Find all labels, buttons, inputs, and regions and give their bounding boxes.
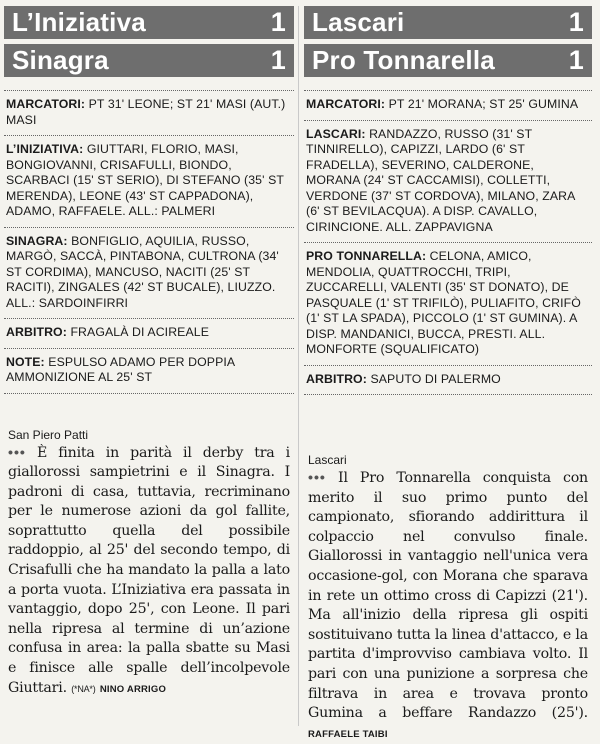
notes-text: ESPULSO ADAMO PER DOPPIA AMMONIZIONE AL 25' ST xyxy=(6,354,235,384)
scorers-section xyxy=(4,90,294,136)
article-text: Il Pro Tonnarella conquista con merito il suo primo punto del campionato, sfiorando addirittura il colpaccio nel convulso finale. Giallorossi in vantaggio nell'unica vera occasione-gol, con Morana che sparava in rete un ottimo cross di Capizzi (21'). Ma all'inizio della ripresa gli ospiti sostituivano tutta la linea d'attacco, e la partita d'improvviso cambiava volto. Il pari con una punizione a sorpresa che filtrava in area e trovava pronto Gumina a beffare Randazzo (25'). xyxy=(308,470,588,722)
home-lineup-section xyxy=(4,136,294,228)
referee-text: SAPUTO DI PALERMO xyxy=(366,371,501,386)
match-report-right xyxy=(304,6,592,744)
bullet-dots: ••• xyxy=(8,444,26,461)
away-team-bar xyxy=(304,44,592,77)
referee-label: ARBITRO: xyxy=(6,325,67,339)
referee-section xyxy=(4,319,294,349)
home-lineup-label: LASCARI: xyxy=(306,126,366,141)
referee-text: FRAGALÀ DI ACIREALE xyxy=(66,325,210,339)
article-body xyxy=(304,469,592,744)
away-lineup-text: BONFIGLIO, AQUILIA, RUSSO, MARGÒ, SACCÀ, PINTABONA, CULTRONA (34' ST CORDIMA), MANCUSO, NACITI (25' ST RACITI), ZINGALES (42' ST BUCALE), LIUZZO. ALL.: SARDOINFIRRI xyxy=(6,233,279,310)
article-text: È finita in parità il derby tra i giallorossi sampietrini e il Sinagra. I padroni di casa, tuttavia, recriminano per le numerose azioni da gol fallite, soprattutto quella del possibile raddoppio, al 25' del secondo tempo, di Crisafulli che ha mandato la palla a lato a porta vuota. L’Iniziativa era passata in vantaggio, dopo 25', con Leone. Il pari nella ripresa al termine di un’azione confusa in area: la palla sbatte su Masi e finisce alle spalle dell’incolpevole Giuttari. xyxy=(8,444,290,696)
referee-label: ARBITRO: xyxy=(306,371,367,386)
home-team-bar xyxy=(304,6,592,39)
bullet-dots: ••• xyxy=(308,470,326,486)
scorers-section xyxy=(304,90,592,121)
byline: NINO ARRIGO xyxy=(99,683,167,695)
home-lineup-text: GIUTTARI, FLORIO, MASI, BONGIOVANNI, CRISAFULLI, BIONDO, SCARBACI (15' ST SERIO), DI STEFANO (35' ST MERENDA), LEONE (43' ST CAPPADONA), ADAMO, RAFFAELE. ALL.: PALMERI xyxy=(6,142,284,218)
away-lineup-text: CELONA, AMICO, MENDOLIA, QUATTROCCHI, TRIPI, ZUCCARELLI, VALENTI (35' ST DONATO), DE PASQUALE (1' ST TRIFILÒ), PULIAFITO, CRIFÒ (1' ST LA SPADA), PICCOLO (1' ST GUMINA). A DISP. MANDANICI, BUCCA, PRESTI. ALL. MONFORTE (SQUALIFICATO) xyxy=(306,249,581,356)
scorers-text: PT 31' LEONE; ST 21' MASI (AUT.) MASI xyxy=(6,97,286,127)
byline: RAFFAELE TAIBI xyxy=(308,728,388,740)
away-lineup-label: PRO TONNARELLA: xyxy=(306,249,427,263)
home-lineup-label: L’INIZIATIVA: xyxy=(6,142,84,156)
signature-note: (*NA*) xyxy=(71,683,96,694)
away-lineup-section xyxy=(304,243,592,366)
home-team-name: Lascari xyxy=(312,7,405,37)
dateline-place: San Piero Patti xyxy=(8,427,89,442)
dateline-place: Lascari xyxy=(308,453,347,467)
home-team-name: L’Iniziativa xyxy=(12,7,146,37)
scorers-label: MARCATORI: xyxy=(6,97,86,111)
away-lineup-label: SINAGRA: xyxy=(6,233,68,248)
home-lineup-section xyxy=(304,121,592,244)
away-lineup-section xyxy=(4,228,294,320)
scorers-label: MARCATORI: xyxy=(306,97,386,111)
away-team-name: Sinagra xyxy=(12,45,109,75)
referee-section xyxy=(304,366,592,396)
scorers-text: PT 21' MORANA; ST 25' GUMINA xyxy=(385,97,579,111)
match-report-left xyxy=(4,6,294,699)
article-body xyxy=(4,444,294,700)
notes-label: NOTE: xyxy=(6,354,45,369)
home-team-score: 1 xyxy=(270,7,286,37)
notes-section xyxy=(4,349,294,394)
home-lineup-text: RANDAZZO, RUSSO (31' ST TINNIRELLO), CAPIZZI, LARDO (6' ST FRADELLA), SEVERINO, CALDERONE, MORANA (24' ST CACCAMISI), COLLETTI, VERDONE (37' ST CORDOVA), MILANO, ZARA (6' ST BEVILACQUA). A DISP. CAVALLO, CIRINCIONE. ALL. ZAPPAVIGNA xyxy=(306,126,575,234)
home-team-score: 1 xyxy=(568,7,584,37)
away-team-name: Pro Tonnarella xyxy=(312,45,495,75)
away-team-score: 1 xyxy=(568,45,584,75)
column-divider xyxy=(298,6,299,726)
away-team-bar xyxy=(4,44,294,77)
away-team-score: 1 xyxy=(270,45,286,75)
home-team-bar xyxy=(4,6,294,39)
